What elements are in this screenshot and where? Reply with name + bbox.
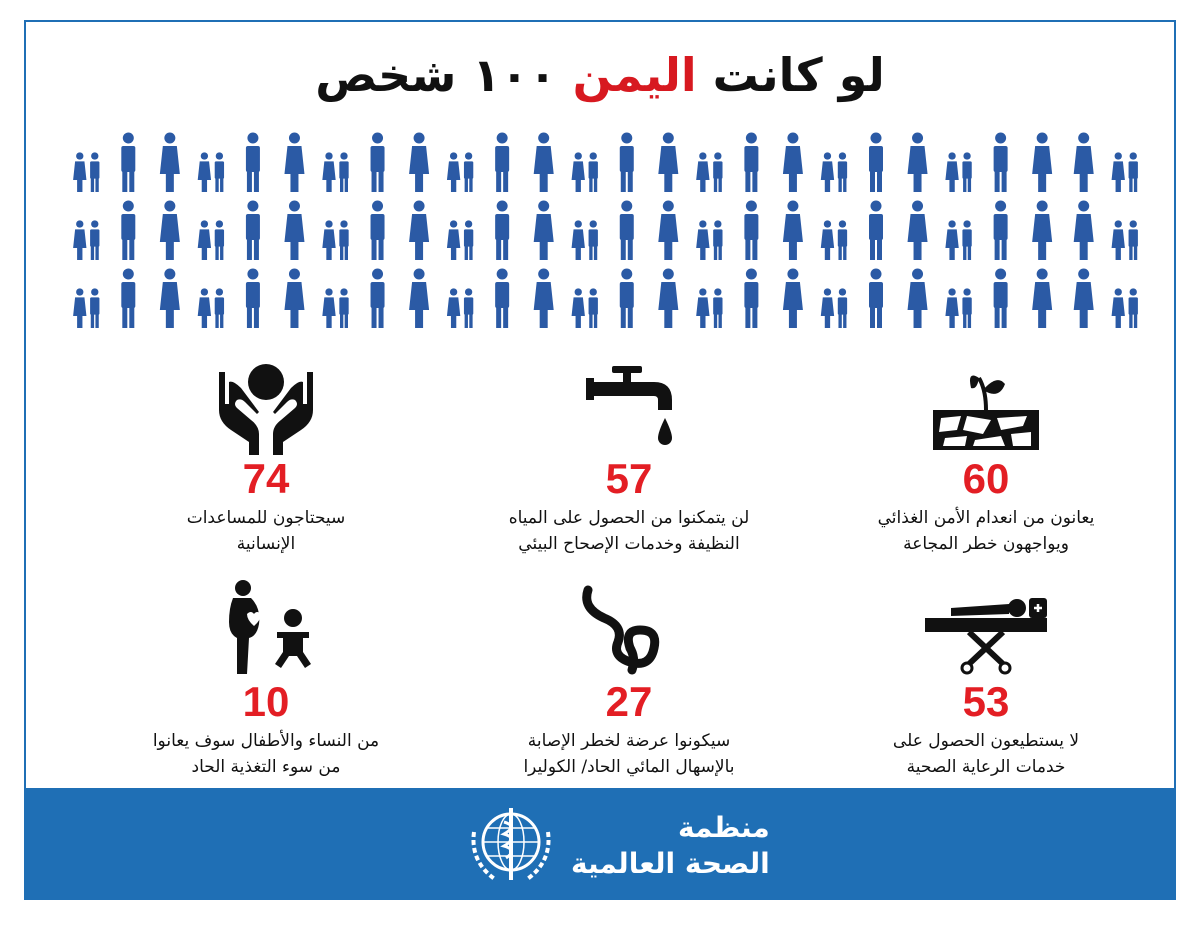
- person-icon: [371, 269, 385, 329]
- stat-food: [836, 360, 1136, 557]
- person-icon: [696, 288, 722, 328]
- person-icon: [821, 152, 847, 192]
- stat-malnutrition: [116, 578, 416, 780]
- person-icon: [783, 269, 803, 329]
- person-icon: [246, 269, 260, 329]
- person-icon: [322, 152, 348, 192]
- stat-health: [836, 578, 1136, 780]
- person-icon: [696, 220, 722, 260]
- stat-label: سيكونوا عرضة لخطر الإصابة بالإسهال المائي الحاد/ الكوليرا: [523, 731, 735, 777]
- person-icon: [869, 133, 883, 193]
- person-icon: [409, 133, 429, 193]
- person-icon: [869, 201, 883, 261]
- person-icon: [908, 269, 928, 329]
- person-icon: [620, 133, 634, 193]
- person-icon: [572, 152, 598, 192]
- person-icon: [658, 201, 678, 261]
- intestine-icon: [574, 578, 684, 678]
- person-icon: [572, 220, 598, 260]
- person-icon: [371, 133, 385, 193]
- person-icon: [908, 201, 928, 261]
- person-icon: [198, 152, 224, 192]
- person-icon: [284, 269, 304, 329]
- person-icon: [198, 220, 224, 260]
- person-icon: [994, 269, 1008, 329]
- stretcher-icon: [921, 578, 1051, 678]
- person-icon: [447, 220, 473, 260]
- person-icon: [198, 288, 224, 328]
- person-icon: [620, 201, 634, 261]
- stat-humanitarian: [116, 360, 416, 557]
- person-icon: [534, 269, 554, 329]
- person-icon: [160, 269, 180, 329]
- person-icon: [447, 152, 473, 192]
- title-text-1: لو كانت: [696, 48, 885, 102]
- person-icon: [371, 201, 385, 261]
- person-icon: [1112, 288, 1138, 328]
- stat-value: 57: [605, 455, 653, 502]
- stat-water: [479, 360, 779, 557]
- mother-child-icon: [211, 578, 321, 678]
- person-icon: [160, 133, 180, 193]
- stat-value: 10: [242, 678, 290, 725]
- person-icon: [284, 133, 304, 193]
- person-icon: [409, 269, 429, 329]
- person-icon: [945, 152, 971, 192]
- person-icon: [246, 201, 260, 261]
- person-icon: [1032, 133, 1052, 193]
- page-title: [26, 40, 1174, 110]
- person-icon: [744, 201, 758, 261]
- person-icon: [409, 201, 429, 261]
- person-icon: [121, 133, 135, 193]
- person-icon: [1112, 152, 1138, 192]
- person-icon: [744, 133, 758, 193]
- stat-label: من النساء والأطفال سوف يعانوا من سوء التغذية الحاد: [152, 731, 380, 777]
- person-icon: [73, 220, 99, 260]
- person-icon: [1112, 220, 1138, 260]
- person-icon: [994, 133, 1008, 193]
- person-icon: [1074, 133, 1094, 193]
- person-icon: [783, 201, 803, 261]
- person-icon: [821, 288, 847, 328]
- person-icon: [1074, 201, 1094, 261]
- stat-label: لا يستطيعون الحصول على خدمات الرعاية الصحية: [892, 731, 1080, 777]
- title-highlight-yemen: اليمن: [572, 48, 697, 102]
- stat-label: لن يتمكنوا من الحصول على المياه النظيفة وخدمات الإصحاح البيئي: [508, 508, 750, 554]
- person-icon: [696, 152, 722, 192]
- person-icon: [1032, 201, 1052, 261]
- hands-care-icon: [211, 360, 321, 455]
- person-icon: [620, 269, 634, 329]
- person-icon: [994, 201, 1008, 261]
- person-icon: [160, 201, 180, 261]
- person-icon: [908, 133, 928, 193]
- stat-label: سيحتاجون للمساعدات الإنسانية: [186, 508, 346, 554]
- stat-value: 74: [242, 455, 290, 502]
- person-icon: [447, 288, 473, 328]
- person-icon: [495, 269, 509, 329]
- person-icon: [121, 201, 135, 261]
- person-icon: [284, 201, 304, 261]
- person-icon: [821, 220, 847, 260]
- person-icon: [658, 269, 678, 329]
- stat-value: 53: [962, 678, 1010, 725]
- dry-land-sprout-icon: [931, 360, 1041, 455]
- stat-cholera: [479, 578, 779, 780]
- org-name: منظمة الصحة العالمية: [571, 811, 770, 880]
- person-icon: [534, 201, 554, 261]
- person-icon: [1074, 269, 1094, 329]
- person-icon: [744, 269, 758, 329]
- person-icon: [246, 133, 260, 193]
- water-tap-icon: [574, 360, 684, 455]
- person-icon: [322, 288, 348, 328]
- person-icon: [495, 201, 509, 261]
- who-emblem-icon: [466, 802, 556, 890]
- title-text-2: ١٠٠ شخص: [315, 48, 573, 102]
- person-icon: [945, 288, 971, 328]
- person-icon: [783, 133, 803, 193]
- footer-band: [26, 788, 1174, 900]
- infographic-frame: [24, 20, 1176, 900]
- stat-value: 60: [962, 455, 1010, 502]
- person-icon: [1032, 269, 1052, 329]
- person-icon: [73, 152, 99, 192]
- person-icon: [534, 133, 554, 193]
- person-icon: [658, 133, 678, 193]
- person-icon: [495, 133, 509, 193]
- person-icon: [869, 269, 883, 329]
- person-icon: [322, 220, 348, 260]
- stat-value: 27: [605, 678, 653, 725]
- people-grid: [66, 132, 1146, 332]
- person-icon: [572, 288, 598, 328]
- person-icon: [121, 269, 135, 329]
- person-icon: [73, 288, 99, 328]
- person-icon: [945, 220, 971, 260]
- stat-label: يعانون من انعدام الأمن الغذائي ويواجهون خطر المجاعة: [877, 508, 1095, 554]
